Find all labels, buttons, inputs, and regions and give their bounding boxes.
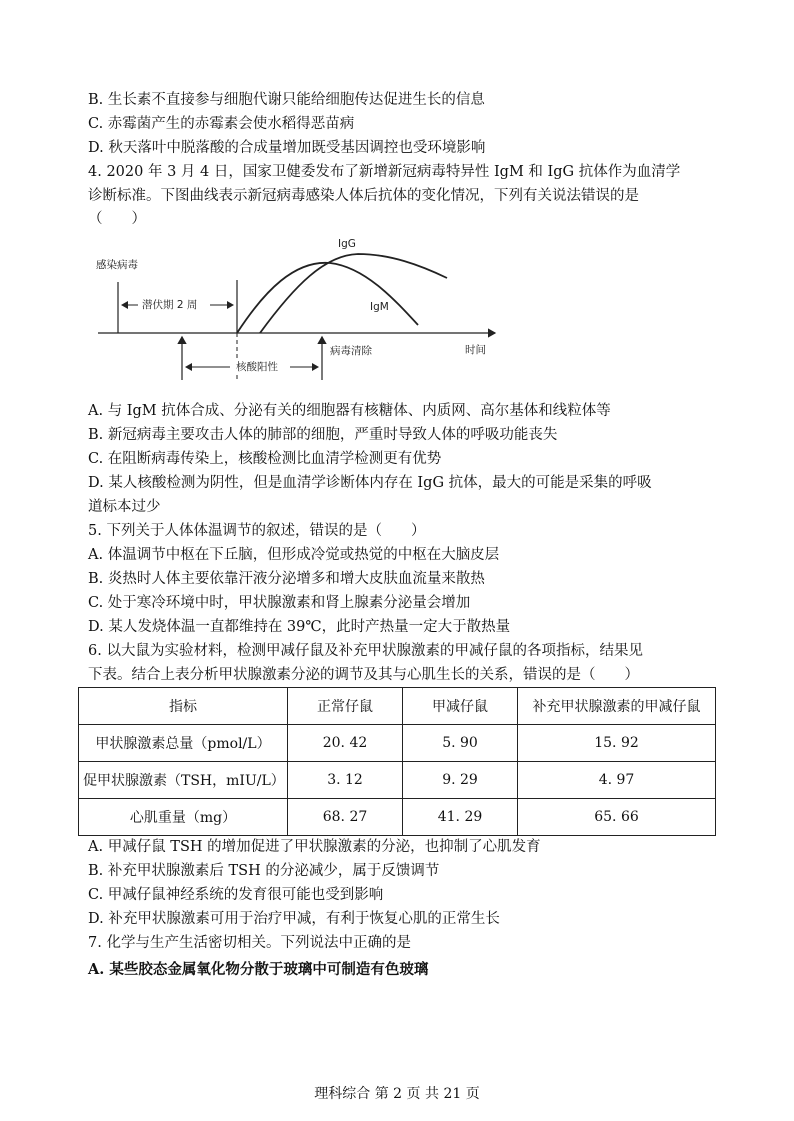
clearance-label: 病毒清除: [330, 345, 372, 357]
table-row: [79, 725, 716, 762]
igm-label: IgM: [370, 301, 389, 313]
table-cell: 心肌重量（mg）: [79, 799, 288, 836]
table-cell: 68. 27: [288, 799, 403, 836]
table-cell: 20. 42: [288, 725, 403, 762]
q4-option-c: C. 在阻断病毒传染上，核酸检测比血清学检测更有优势: [88, 451, 442, 467]
page-footer: 理科综合 第 2 页 共 21 页: [314, 1086, 480, 1102]
q3-option-c: C. 赤霉菌产生的赤霉素会使水稻得恶苗病: [88, 116, 355, 132]
q7-option-a: A. 某些胶态金属氧化物分散于玻璃中可制造有色玻璃: [88, 961, 429, 978]
q5-option-b: B. 炎热时人体主要依靠汗液分泌增多和增大皮肤血流量来散热: [88, 571, 485, 587]
q6-option-d: D. 补充甲状腺激素可用于治疗甲减，有利于恢复心肌的正常生长: [88, 911, 500, 927]
incubation-label: 潜伏期 2 周: [142, 299, 198, 311]
q6-option-a: A. 甲减仔鼠 TSH 的增加促进了甲状腺激素的分泌，也抑制了心肌发育: [88, 839, 541, 855]
q4-answer-blank: （ ）: [88, 211, 146, 227]
q3-option-b: B. 生长素不直接参与细胞代谢只能给细胞传达促进生长的信息: [88, 92, 485, 108]
q6-stem-line1: 6. 以大鼠为实验材料，检测甲减仔鼠及补充甲状腺激素的甲减仔鼠的各项指标，结果见: [88, 643, 643, 659]
time-axis-label: 时间: [465, 344, 486, 356]
table-cell: 65. 66: [518, 799, 716, 836]
q5-stem: 5. 下列关于人体体温调节的叙述，错误的是（ ）: [88, 523, 426, 539]
nucleic-positive-label: 核酸阳性: [236, 361, 278, 373]
infection-label: 感染病毒: [96, 259, 138, 271]
table-cell: 41. 29: [403, 799, 518, 836]
q4-option-b: B. 新冠病毒主要攻击人体的肺部的细胞，严重时导致人体的呼吸功能丧失: [88, 427, 558, 443]
igm-curve: [237, 263, 418, 333]
table-cell: 15. 92: [518, 725, 716, 762]
q4-stem-line2: 诊断标准。下图曲线表示新冠病毒感染人体后抗体的变化情况，下列有关说法错误的是: [88, 188, 639, 204]
q7-stem: 7. 化学与生产生活密切相关。下列说法中正确的是: [88, 935, 411, 951]
q6-option-c: C. 甲减仔鼠神经系统的发育很可能也受到影响: [88, 887, 384, 903]
table-header-cell: 正常仔鼠: [288, 688, 403, 725]
table-cell: 3. 12: [288, 762, 403, 799]
table-header-cell: 指标: [79, 688, 288, 725]
q4-option-a: A. 与 IgM 抗体合成、分泌有关的细胞器有核糖体、内质网、高尔基体和线粒体等: [88, 403, 611, 419]
igg-label: IgG: [338, 238, 356, 250]
table-header-row: [79, 688, 716, 725]
q5-option-d: D. 某人发烧体温一直都维持在 39℃，此时产热量一定大于散热量: [88, 619, 511, 635]
table-cell: 9. 29: [403, 762, 518, 799]
q5-option-a: A. 体温调节中枢在下丘脑，但形成冷觉或热觉的中枢在大脑皮层: [88, 547, 500, 563]
table-cell: 4. 97: [518, 762, 716, 799]
q3-option-d: D. 秋天落叶中脱落酸的合成量增加既受基因调控也受环境影响: [88, 140, 486, 156]
q4-option-d-cont: 道标本过少: [88, 499, 161, 515]
table-header-cell: 甲减仔鼠: [403, 688, 518, 725]
table-cell: 5. 90: [403, 725, 518, 762]
table-cell: 甲状腺激素总量（pmol/L）: [79, 725, 288, 762]
q6-stem-line2: 下表。结合上表分析甲状腺激素分泌的调节及其与心肌生长的关系，错误的是（ ）: [88, 667, 639, 683]
table-row: [79, 762, 716, 799]
q4-option-d: D. 某人核酸检测为阴性，但是血清学诊断体内存在 IgG 抗体，最大的可能是采集的呼吸: [88, 475, 652, 491]
table-row: [79, 799, 716, 836]
table-header-cell: 补充甲状腺激素的甲减仔鼠: [518, 688, 716, 725]
igg-curve: [260, 254, 447, 333]
q6-option-b: B. 补充甲状腺激素后 TSH 的分泌减少，属于反馈调节: [88, 863, 440, 879]
results-table: [78, 687, 716, 836]
q5-option-c: C. 处于寒冷环境中时，甲状腺激素和肾上腺素分泌量会增加: [88, 595, 471, 611]
antibody-curve-figure: [90, 230, 510, 390]
q4-stem-line1: 4. 2020 年 3 月 4 日，国家卫健委发布了新增新冠病毒特异性 IgM 和 IgG 抗体作为血清学: [88, 164, 681, 180]
table-cell: 促甲状腺激素（TSH，mIU/L）: [79, 762, 288, 799]
